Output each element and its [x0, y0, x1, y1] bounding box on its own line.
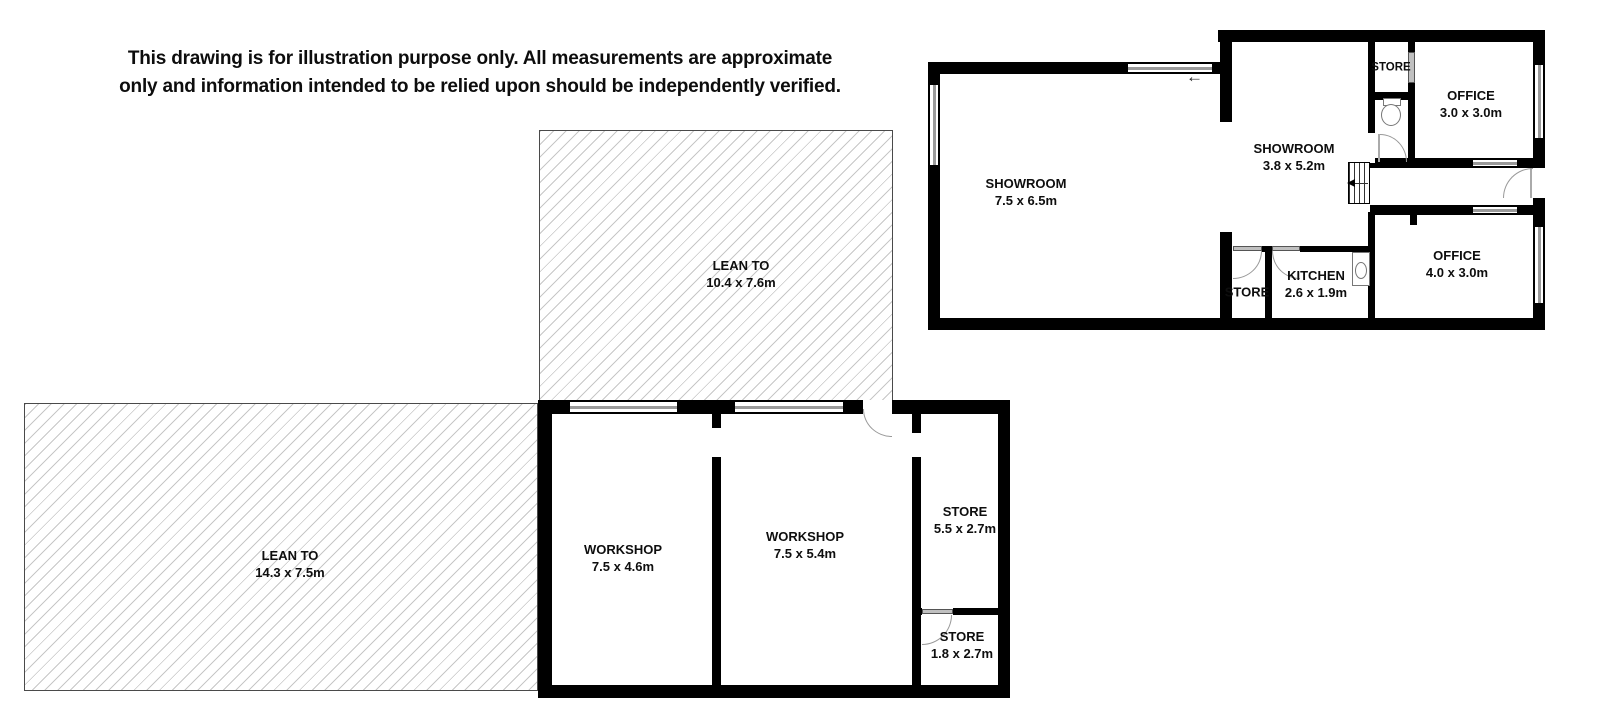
window	[1534, 227, 1544, 303]
window	[1473, 206, 1517, 214]
room-name: OFFICE	[1433, 248, 1481, 263]
room-label-kitchen	[1285, 267, 1347, 301]
room-name: KITCHEN	[1287, 268, 1345, 283]
room-label-office-large	[1426, 247, 1488, 281]
wall	[912, 400, 921, 433]
room-name: STORE	[939, 629, 985, 644]
window	[570, 401, 677, 413]
door-arc	[1380, 134, 1407, 162]
disclaimer-line-1: This drawing is for illustration purpose only. All measurements are approximate	[127, 48, 833, 69]
room-dims: 7.5 x 6.5m	[994, 193, 1058, 208]
wall	[928, 318, 1545, 330]
window	[735, 401, 843, 413]
door-leaf	[922, 609, 953, 614]
window	[929, 85, 939, 165]
room-dims: 2.6 x 1.9m	[1284, 285, 1348, 300]
room-name: WORKSHOP	[766, 529, 844, 544]
room-dims: 1.8 x 2.7m	[930, 646, 994, 661]
wall	[538, 400, 552, 698]
room-name: WORKSHOP	[584, 542, 662, 557]
room-name: LEAN TO	[712, 258, 770, 273]
entrance-arrow-icon: ←	[1186, 67, 1203, 86]
room-label-showroom-small	[1254, 140, 1335, 174]
room-label-store-top	[1371, 60, 1410, 77]
door-arc	[1233, 251, 1262, 279]
room-label-lean-to-left	[255, 547, 324, 581]
room-name: SHOWROOM	[1253, 141, 1335, 156]
room-label-workshop-right	[766, 528, 844, 562]
stair-direction-arrow	[1347, 179, 1355, 187]
room-label-store-small	[931, 628, 993, 662]
wall	[712, 400, 721, 428]
disclaimer-text	[55, 45, 905, 101]
room-dims: 5.5 x 2.7m	[933, 521, 997, 536]
wall	[1370, 205, 1545, 215]
window	[1473, 159, 1517, 167]
wall	[998, 400, 1010, 698]
wall	[1218, 30, 1545, 42]
window	[1534, 65, 1544, 138]
toilet-bowl	[1381, 104, 1401, 126]
wall	[712, 457, 721, 685]
door-arc	[1503, 168, 1533, 198]
room-dims: 14.3 x 7.5m	[255, 565, 325, 580]
room-dims: 7.5 x 4.6m	[591, 559, 655, 574]
room-label-workshop-left	[584, 541, 662, 575]
room-dims: 7.5 x 5.4m	[773, 546, 837, 561]
wall	[912, 457, 921, 685]
room-name: OFFICE	[1447, 88, 1495, 103]
room-label-office-small	[1440, 87, 1502, 121]
room-name: STORE	[1371, 61, 1411, 74]
wall	[538, 685, 1010, 698]
room-label-store-bottom	[1225, 284, 1270, 301]
door-opening	[1533, 168, 1545, 198]
room-dims: 4.0 x 3.0m	[1425, 265, 1489, 280]
stair-direction-line	[1353, 183, 1368, 184]
disclaimer-line-2: only and information intended to be relied upon should be independently verified.	[119, 76, 841, 97]
room-name: LEAN TO	[261, 548, 319, 563]
room-name: STORE	[942, 504, 988, 519]
wall	[1410, 215, 1417, 225]
door-opening	[1368, 133, 1375, 163]
room-name: STORE	[1224, 284, 1270, 300]
room-dims: 3.8 x 5.2m	[1262, 158, 1326, 173]
room-label-showroom-main	[986, 175, 1067, 209]
room-label-store-right	[934, 503, 996, 537]
kitchen-sink-basin	[1355, 262, 1367, 279]
room-dims: 10.4 x 7.6m	[706, 275, 776, 290]
door-arc	[863, 409, 892, 437]
room-dims: 3.0 x 3.0m	[1439, 105, 1503, 120]
wall	[1220, 30, 1232, 122]
room-label-lean-to-top	[706, 257, 775, 291]
room-name: SHOWROOM	[985, 176, 1067, 191]
